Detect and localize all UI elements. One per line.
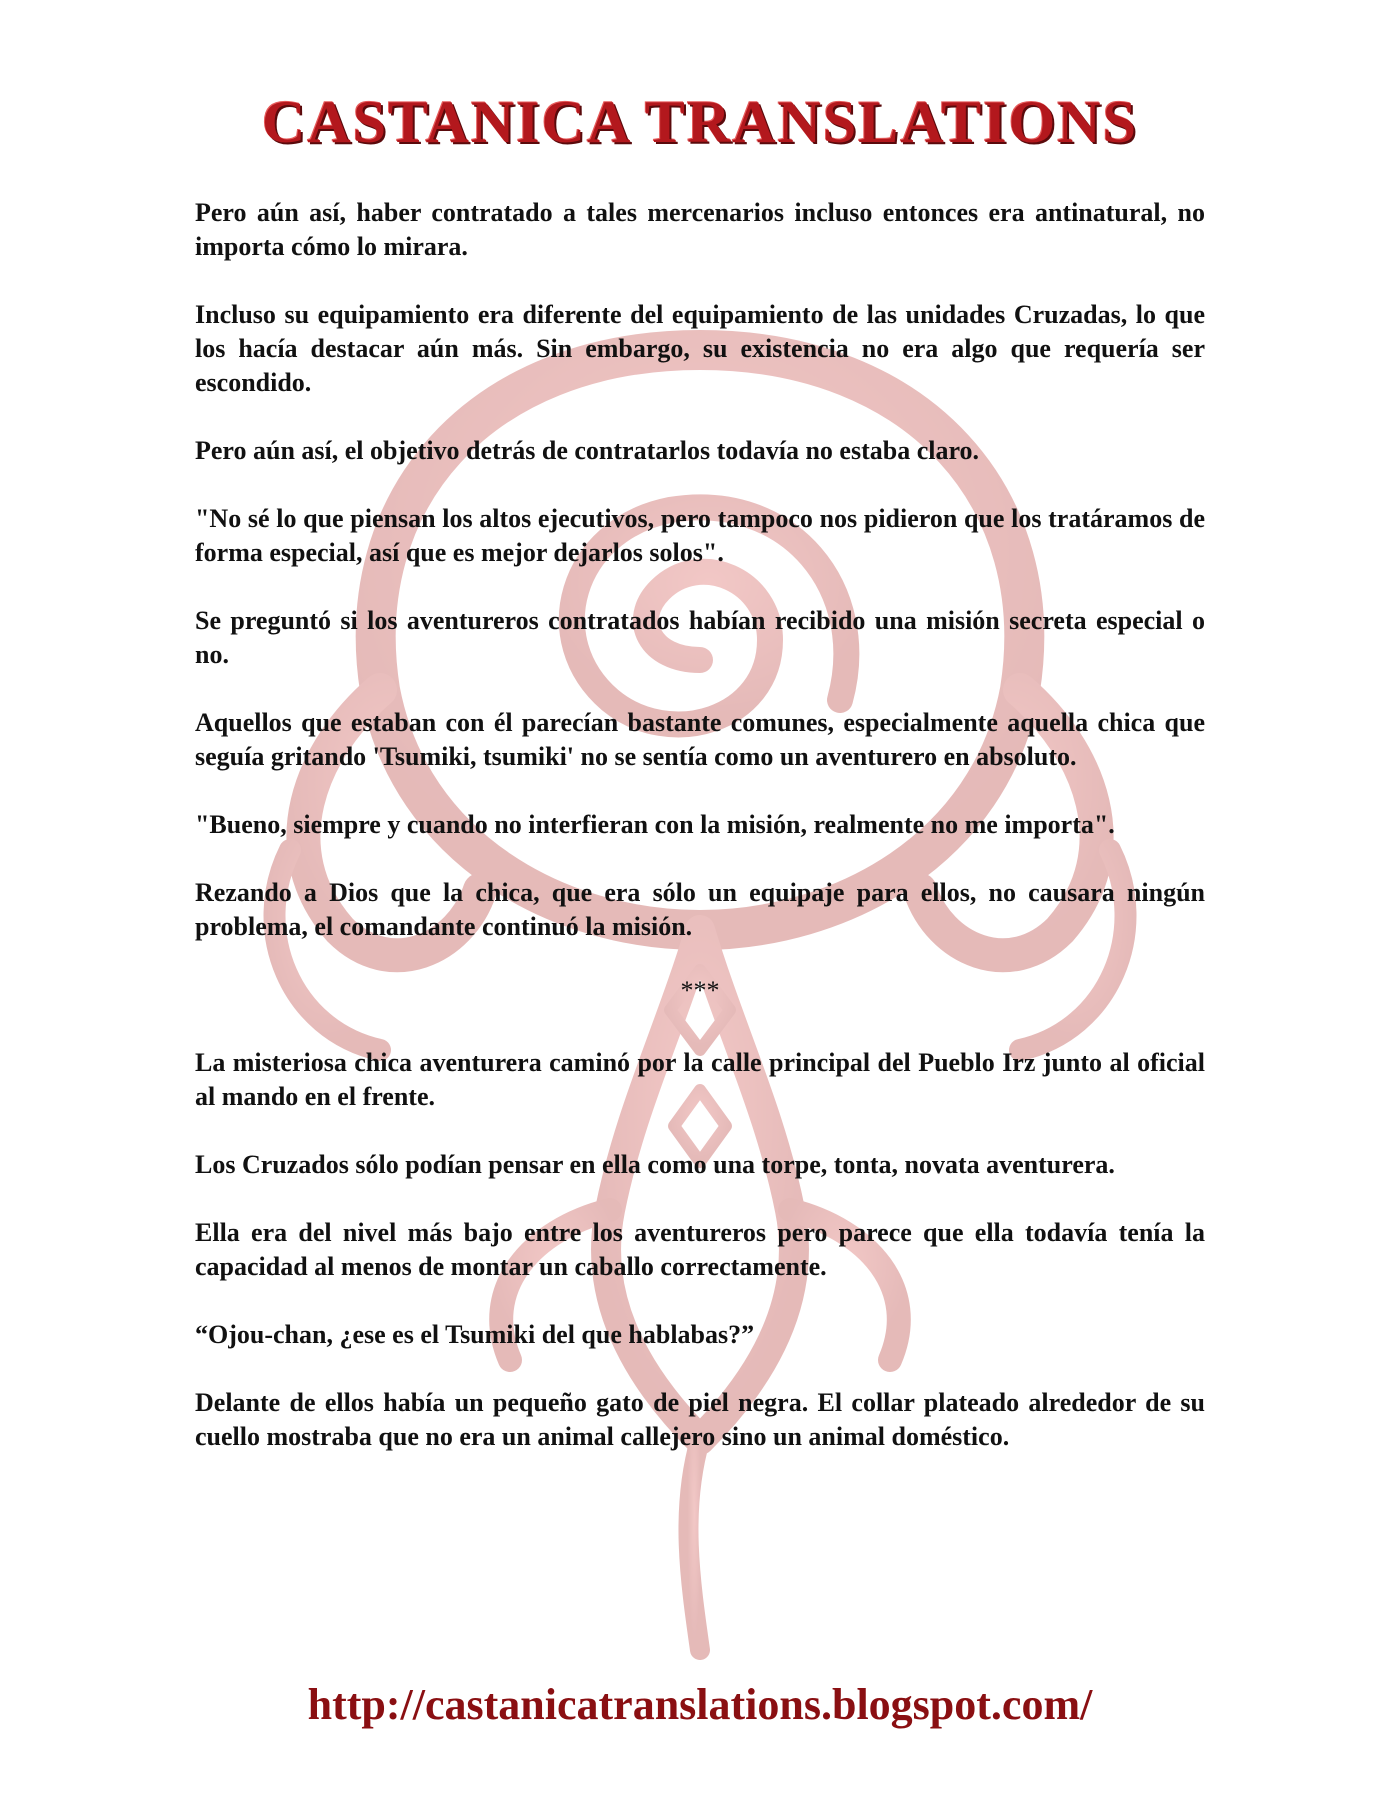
body-paragraph: Pero aún así, haber contratado a tales mercenarios incluso entonces era antinatural, no importa cómo lo mirara. (195, 198, 1205, 261)
document-body (195, 196, 1205, 1488)
body-paragraph: "No sé lo que piensan los altos ejecutivos, pero tampoco nos pidieron que los tratáramos de forma especial, así que es mejor dejarlos solos". (195, 504, 1205, 567)
body-paragraph: Pero aún así, el objetivo detrás de contratarlos todavía no estaba claro. (195, 436, 980, 465)
body-paragraph: La misteriosa chica aventurera caminó por la calle principal del Pueblo Irz junto al oficial al mando en el frente. (195, 1048, 1205, 1111)
body-paragraph: Se preguntó si los aventureros contratados habían recibido una misión secreta especial o no. (195, 606, 1205, 669)
body-paragraph: "Bueno, siempre y cuando no interfieran con la misión, realmente no me importa". (195, 810, 1115, 839)
footer-blog-url: http://castanicatranslations.blogspot.com/ (307, 1680, 1093, 1729)
body-paragraph: Ella era del nivel más bajo entre los aventureros pero parece que ella todavía tenía la capacidad al menos de montar un caballo correctamente. (195, 1218, 1205, 1281)
scene-separator: *** (680, 976, 720, 1005)
body-paragraph: Rezando a Dios que la chica, que era sólo un equipaje para ellos, no causara ningún problema, el comandante continuó la misión. (195, 878, 1205, 941)
body-paragraph: Delante de ellos había un pequeño gato de piel negra. El collar plateado alrededor de su cuello mostraba que no era un animal callejero sino un animal doméstico. (195, 1388, 1205, 1451)
page-title: CASTANICA TRANSLATIONS (262, 89, 1138, 155)
body-paragraph: Los Cruzados sólo podían pensar en ella como una torpe, tonta, novata aventurera. (195, 1150, 1115, 1179)
body-paragraph: Aquellos que estaban con él parecían bastante comunes, especialmente aquella chica que seguía gritando 'Tsumiki, tsumiki' no se sentía como un aventurero en absoluto. (195, 708, 1205, 771)
body-paragraph: “Ojou-chan, ¿ese es el Tsumiki del que hablabas?” (195, 1320, 755, 1349)
body-paragraph: Incluso su equipamiento era diferente del equipamiento de las unidades Cruzadas, lo que los hacía destacar aún más. Sin embargo, su existencia no era algo que requería ser escondido. (195, 300, 1205, 397)
